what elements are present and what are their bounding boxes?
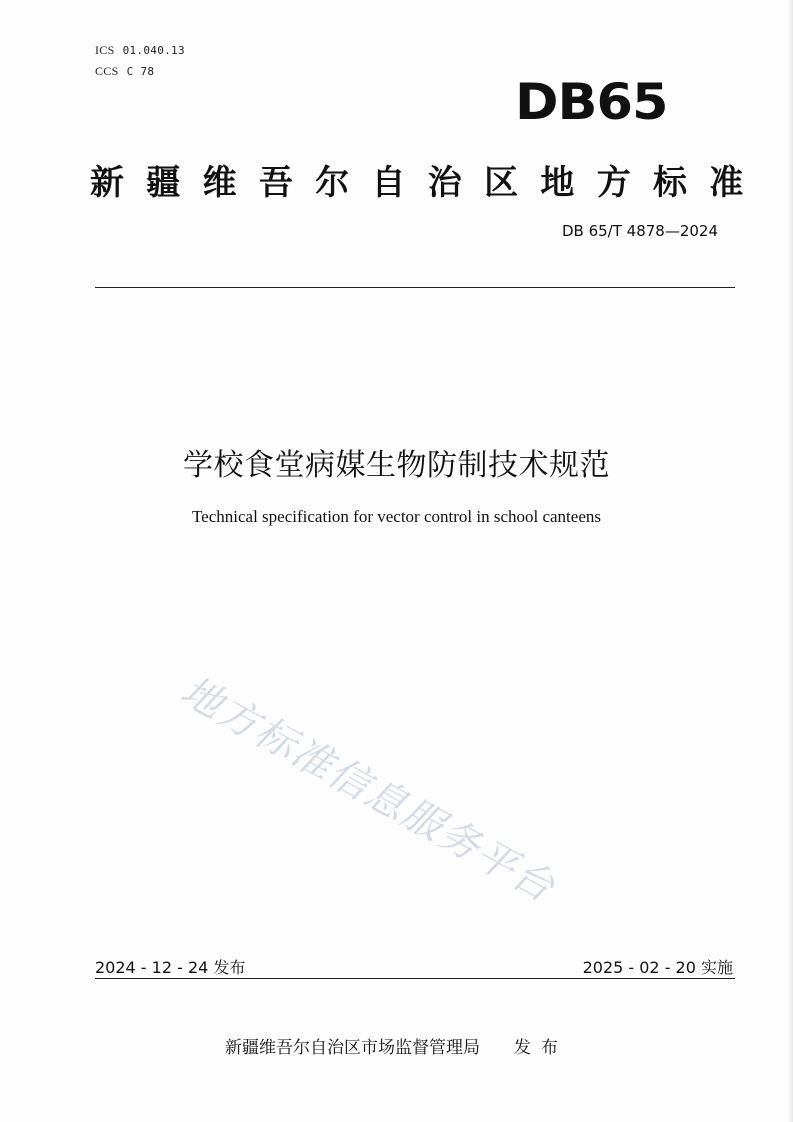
top-divider [95,287,735,288]
issuer-action: 发布 [514,1038,568,1058]
standard-number: DB 65/T 4878—2024 [561,222,718,240]
watermark: 地方标准信息服务平台 [173,667,563,912]
scan-edge [787,0,793,1122]
standard-type-heading: 新疆维吾尔自治区地方标准 [90,163,766,203]
ccs-value: C 78 [126,65,155,78]
ics-value: 01.040.13 [122,44,185,57]
release-date: 2024 - 12 - 24 发布 [95,958,246,977]
ics-code [95,43,185,58]
ccs-label: CCS [95,64,119,78]
implementation-date: 2025 - 02 - 20 实施 [582,958,733,977]
issuer-name: 新疆维吾尔自治区市场监督管理局 [225,1038,480,1058]
ics-label: ICS [95,43,115,57]
db65-logo: DB65 [515,73,668,131]
document-title-cn: 学校食堂病媒生物防制技术规范 [183,448,610,483]
issuer-line [0,1033,793,1058]
bottom-divider [95,978,735,979]
document-title-en: Technical specification for vector control in school canteens [191,507,601,526]
ccs-code [95,64,154,79]
